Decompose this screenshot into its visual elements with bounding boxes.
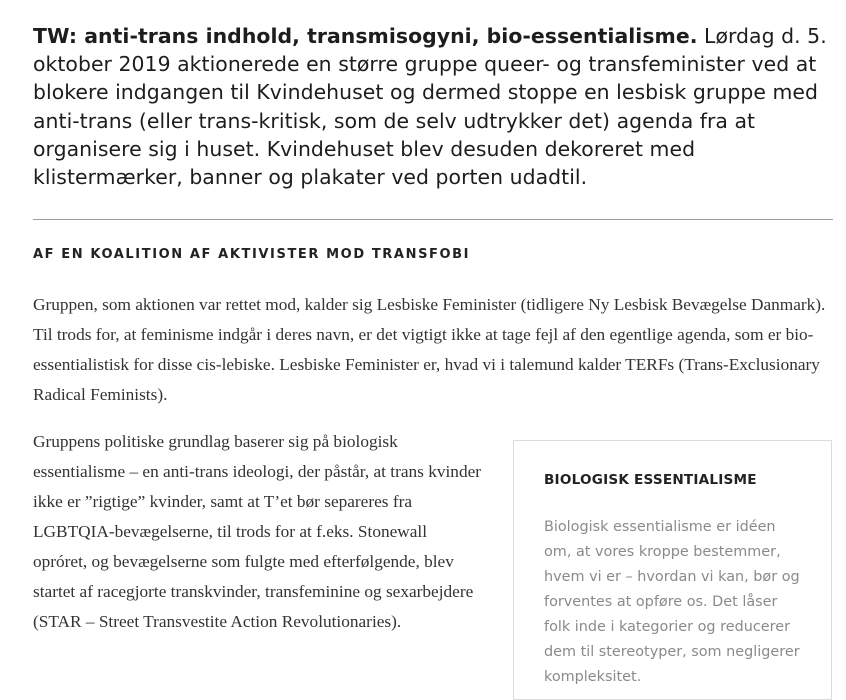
article-lead: [33, 22, 833, 191]
sidebar-box-biologisk-essentialisme: [513, 440, 832, 700]
byline: AF EN KOALITION AF AKTIVISTER MOD TRANSFOBI: [33, 247, 471, 262]
lead-text: Lørdag d. 5. oktober 2019 aktionerede en større gruppe queer- og transfeminister ved at blokere indgangen til Kvindehuset og dermed stoppe en lesbisk gruppe med anti-trans (eller trans-kritisk, som de selv udtrykker det) agenda fra at organisere sig i huset. Kvindehuset blev desuden dekoreret med klistermærker, banner og plakater ved porten udadtil.: [33, 24, 827, 190]
sidebar-title: BIOLOGISK ESSENTIALISME: [544, 472, 757, 488]
divider: [33, 219, 833, 220]
body-paragraph-1: Gruppen, som aktionen var rettet mod, kalder sig Lesbiske Feminister (tidligere Ny Lesbisk Bevægelse Danmark). Til trods for, at feminisme indgår i deres navn, er det vigtigt ikke at tage fejl af den egentlige agenda, som er bio-essentialistisk for disse cis-lebiske. Lesbiske Feminister er, hvad vi i talemund kalder TERFs (Trans-Exclusionary Radical Feminists).: [33, 295, 826, 404]
sidebar-text: Biologisk essentialisme er idéen om, at vores kroppe bestemmer, hvem vi er – hvordan vi kan, bør og forventes at opføre os. Det låser folk inde i kategorier og reducerer dem til stereotyper, som negligerer kompleksitet.: [544, 519, 800, 685]
body-paragraph-2: Gruppens politiske grundlag baserer sig på biologisk essentialisme – en anti-trans ideologi, der påstår, at trans kvinder ikke er ”rigtige” kvinder, samt at T’et bør separeres fra LGBTQIA-bevægelserne, til trods for at f.eks. Stonewall opróret, og bevægelserne som fulgte med efterfølgende, blev startet af racegjorte transkvinder, transfeminine og sexarbejdere (STAR – Street Transvestite Action Revolutionaries).: [33, 432, 482, 631]
trigger-warning: TW: anti-trans indhold, transmisogyni, bio-essentialisme.: [33, 24, 698, 48]
